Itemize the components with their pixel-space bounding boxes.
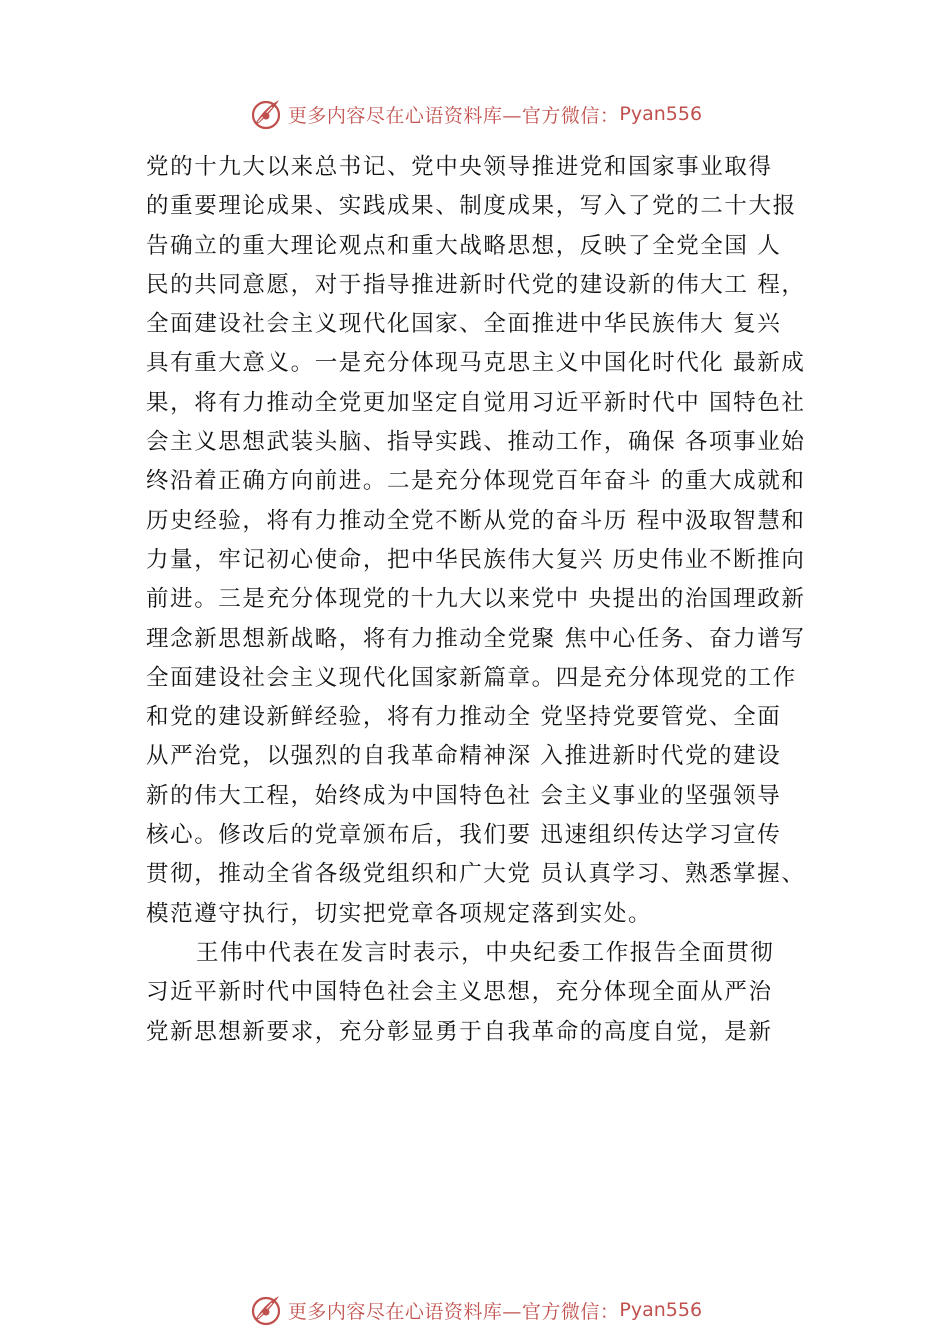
footer-watermark xyxy=(0,1290,950,1330)
text-line: 理念新思想新战略，将有力推动全党聚 焦中心任务、奋力谱写 xyxy=(146,625,806,652)
text-line: 习近平新时代中国特色社会主义思想，充分体现全面从严治 xyxy=(146,979,773,1006)
text-line: 历史经验，将有力推动全党不断从党的奋斗历 程中汲取智慧和 xyxy=(146,507,806,534)
text-line: 和党的建设新鲜经验，将有力推动全 党坚持党要管党、全面 xyxy=(146,704,782,731)
text-line: 党的十九大以来总书记、党中央领导推进党和国家事业取得 xyxy=(146,154,773,180)
text-line: 贯彻，推动全省各级党组织和广大党 员认真学习、熟悉掌握、 xyxy=(146,861,806,888)
text-line: 从严治党，以强烈的自我革命精神深 入推进新时代党的建设 xyxy=(146,743,782,770)
paragraph xyxy=(146,148,836,934)
text-line: 全面建设社会主义现代化国家新篇章。四是充分体现党的工作 xyxy=(146,664,797,691)
document-body xyxy=(146,148,836,1052)
text-line: 具有重大意义。一是充分体现马克思主义中国化时代化 最新成 xyxy=(146,350,806,377)
paragraph xyxy=(146,934,836,1052)
text-line: 终沿着正确方向前进。二是充分体现党百年奋斗 的重大成就和 xyxy=(146,468,806,495)
watermark-wechat-id: Pyan556 xyxy=(619,103,703,125)
watermark-text: 更多内容尽在心语资料库—官方微信： xyxy=(287,1300,620,1323)
text-line: 告确立的重大理论观点和重大战略思想，反映了全党全国 人 xyxy=(146,232,782,259)
text-line: 民的共同意愿，对于指导推进新时代党的建设新的伟大工 程， xyxy=(146,271,806,298)
text-line: 果，将有力推动全党更加坚定自觉用习近平新时代中 国特色社 xyxy=(146,389,806,416)
text-line: 核心。修改后的党章颁布后，我们要 迅速组织传达学习宣传 xyxy=(146,822,782,849)
text-line: 会主义思想武装头脑、指导实践、推动工作，确保 各项事业始 xyxy=(146,429,806,456)
watermark-text: 更多内容尽在心语资料库—官方微信： xyxy=(287,104,620,127)
quill-seal-logo-icon xyxy=(248,1292,284,1328)
text-line: 前进。三是充分体现党的十九大以来党中 央提出的治国理政新 xyxy=(146,586,806,613)
text-line: 党新思想新要求，充分彰显勇于自我革命的高度自觉，是新 xyxy=(146,1018,773,1045)
text-line: 新的伟大工程，始终成为中国特色社 会主义事业的坚强领导 xyxy=(146,782,782,809)
text-line: 力量，牢记初心使命，把中华民族伟大复兴 历史伟业不断推向 xyxy=(146,546,806,573)
header-watermark xyxy=(0,94,950,134)
text-line: 全面建设社会主义现代化国家、全面推进中华民族伟大 复兴 xyxy=(146,311,782,338)
text-line: 的重要理论成果、实践成果、制度成果，写入了党的二十大报 xyxy=(146,193,797,220)
watermark-wechat-id: Pyan556 xyxy=(619,1299,703,1321)
text-line: 王伟中代表在发言时表示，中央纪委工作报告全面贯彻 xyxy=(196,939,775,966)
quill-seal-logo-icon xyxy=(248,96,284,132)
text-line: 模范遵守执行，切实把党章各项规定落到实处。 xyxy=(146,900,653,927)
